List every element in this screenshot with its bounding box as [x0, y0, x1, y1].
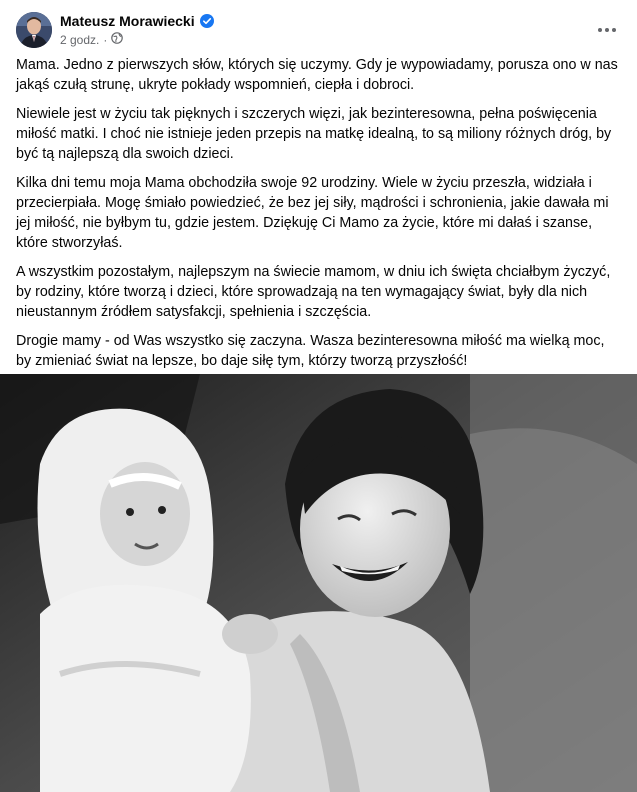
verified-badge-icon [200, 14, 214, 28]
post-meta [60, 32, 214, 48]
author-avatar[interactable] [16, 12, 52, 48]
post-header [16, 12, 621, 52]
post-timestamp[interactable]: 2 godz. [60, 33, 100, 47]
more-dot [612, 28, 616, 32]
meta-separator: · [103, 33, 108, 47]
post-paragraph: Kilka dni temu moja Mama obchodziła swoje 92 urodziny. Wiele w życiu przeszła, widziała i przecierpiała. Mogę śmiało powiedzieć, że bez jej siły, mądrości i schronienia, jakie dawała mi jej miłość, nie byłbym tu, gdzie jestem. Dziękuję Ci Mamo za życie, które mi dałaś i szanse, które stworzyłaś. [16, 175, 609, 251]
post-paragraph: Drogie mamy - od Was wszystko się zaczyna. Wasza bezinteresowna miłość ma wielką moc, by zmieniać świat na lepsze, bo daje siłę tym, którzy tworzą przyszłość! [16, 333, 605, 369]
more-dot [605, 28, 609, 32]
post-text [16, 55, 621, 394]
globe-icon [111, 32, 123, 48]
author-block [60, 12, 214, 48]
post-paragraph: A wszystkim pozostałym, najlepszym na świecie mamom, w dniu ich święta chciałbym życzyć, by rodziny, które tworzą i dzieci, które sprowadzają na ten wymagający świat, były dla nich nieustannym źródłem satysfakcji, spełnienia i szczęścia. [16, 264, 611, 320]
post-photo[interactable] [0, 374, 637, 792]
more-options-button[interactable] [593, 16, 621, 44]
post-paragraph: Mama. Jedno z pierwszych słów, których się uczymy. Gdy je wypowiadamy, porusza ono w nas jakąś czułą strunę, ukryte pokłady wspomnień, ciepła i dobroci. [16, 57, 618, 93]
author-name[interactable]: Mateusz Morawiecki [60, 13, 195, 29]
post-paragraph: Niewiele jest w życiu tak pięknych i szczerych więzi, jak bezinteresowna, pełna poświęcenia miłość matki. I choć nie istnieje jeden przepis na matkę idealną, to są miliony różnych dróg, by być tą najlepszą dla swoich dzieci. [16, 106, 612, 162]
more-dot [598, 28, 602, 32]
